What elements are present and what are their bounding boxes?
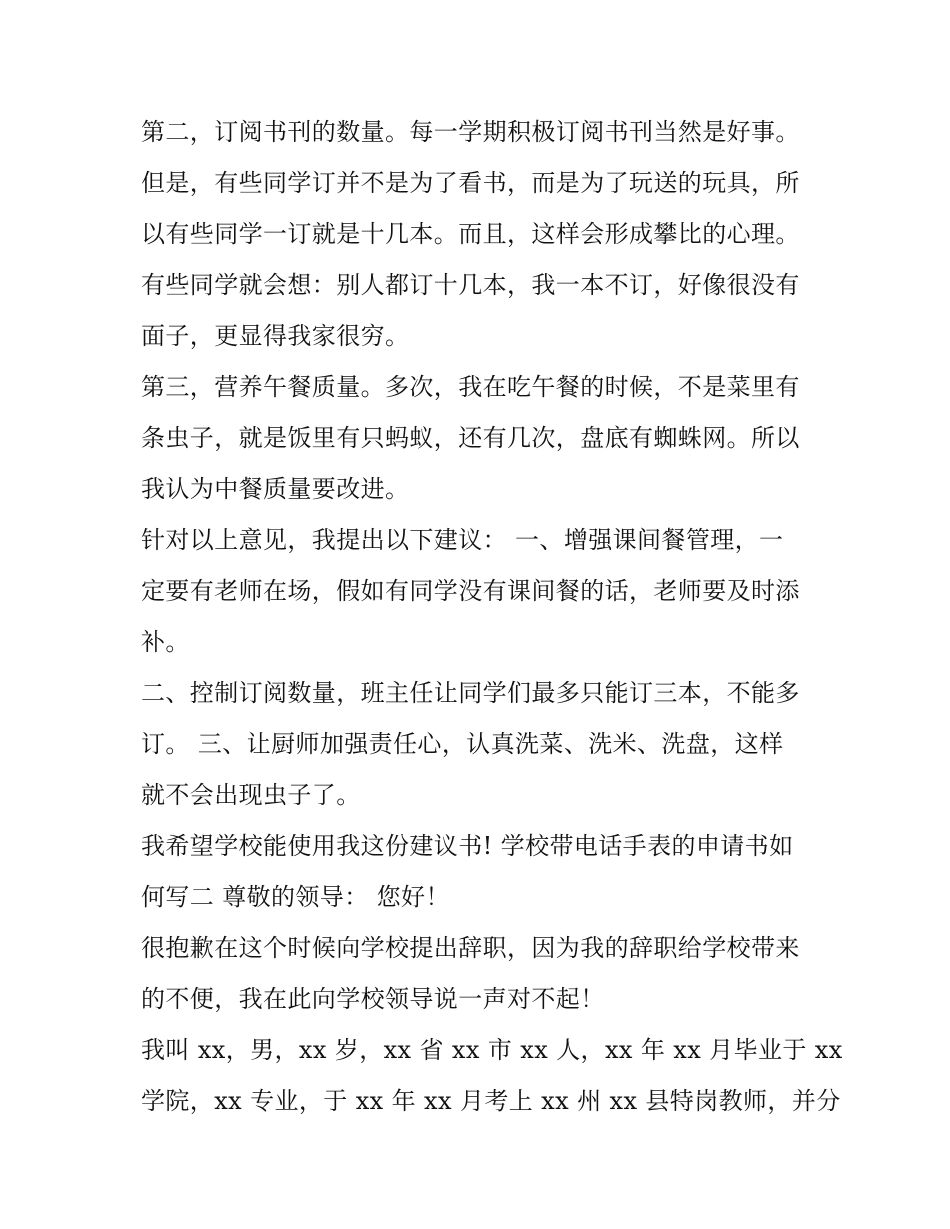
text-line: 但是，有些同学订并不是为了看书，而是为了玩送的玩具，所: [141, 169, 800, 197]
text-line: 我希望学校能使用我这份建议书! 学校带电话手表的申请书如: [141, 832, 794, 860]
text-line: 二、控制订阅数量，班主任让同学们最多只能订三本，不能多: [141, 679, 800, 707]
text-line: 定要有老师在场，假如有同学没有课间餐的话，老师要及时添: [141, 577, 800, 605]
document-body: [141, 107, 843, 1127]
text-line: 第三，营养午餐质量。多次，我在吃午餐的时候，不是菜里有: [141, 373, 800, 401]
text-line: 很抱歉在这个时候向学校提出辞职，因为我的辞职给学校带来: [141, 934, 800, 962]
text-line: 有些同学就会想：别人都订十几本，我一本不订，好像很没有: [141, 271, 800, 299]
text-line: 以有些同学一订就是十几本。而且，这样会形成攀比的心理。: [141, 220, 800, 248]
text-line: 补。: [141, 628, 190, 656]
text-line: 就不会出现虫子了。: [141, 781, 361, 809]
text-line: 学院，xx 专业，于 xx 年 xx 月考上 xx 州 xx 县特岗教师，并分: [141, 1087, 841, 1115]
text-line: 第二，订阅书刊的数量。每一学期积极订阅书刊当然是好事。: [141, 118, 800, 146]
text-line: 何写二 尊敬的领导： 您好！: [141, 883, 450, 911]
text-line: 条虫子，就是饭里有只蚂蚁，还有几次，盘底有蜘蛛网。所以: [141, 424, 800, 452]
text-line: 面子，更显得我家很穷。: [141, 322, 410, 350]
text-line: 我认为中餐质量要改进。: [141, 475, 410, 503]
text-line: 我叫 xx，男，xx 岁，xx 省 xx 市 xx 人，xx 年 xx 月毕业于 xx: [141, 1036, 843, 1064]
text-line: 订。 三、让厨师加强责任心，认真洗菜、洗米、洗盘，这样: [141, 730, 784, 758]
text-line: 的不便，我在此向学校领导说一声对不起！: [141, 985, 605, 1013]
text-line: 针对以上意见，我提出以下建议： 一、增强课间餐管理，一: [141, 526, 784, 554]
